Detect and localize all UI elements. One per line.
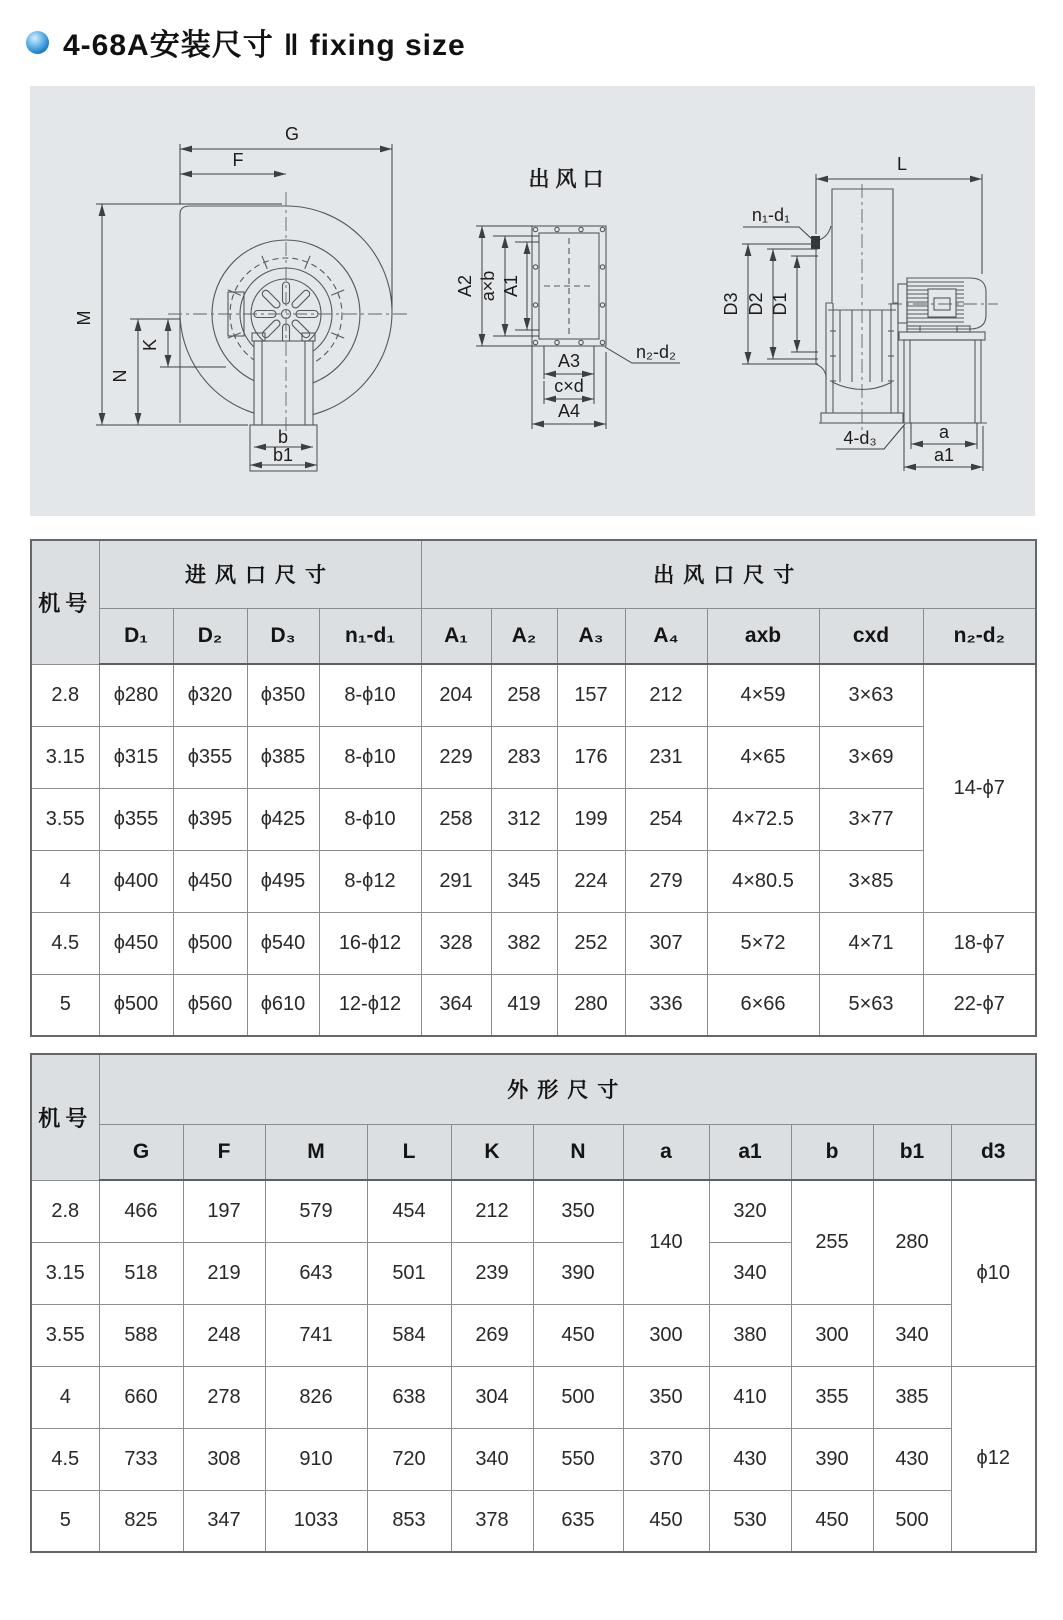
data-cell: 3×69: [819, 726, 923, 788]
data-cell: ϕ425: [247, 788, 319, 850]
data-cell: 219: [183, 1242, 265, 1304]
data-cell: 18-ϕ7: [923, 912, 1036, 974]
data-cell: 320: [709, 1180, 791, 1242]
data-cell: 584: [367, 1304, 451, 1366]
dim-label-cxd: c×d: [554, 376, 584, 396]
header-cell: n₂-d₂: [923, 608, 1036, 664]
data-cell: 643: [265, 1242, 367, 1304]
data-cell: 4.5: [31, 912, 99, 974]
data-cell: 530: [709, 1490, 791, 1552]
data-cell: ϕ450: [173, 850, 247, 912]
data-cell: 328: [421, 912, 491, 974]
header-cell: N: [533, 1124, 623, 1180]
data-cell: 280: [873, 1180, 951, 1304]
data-cell: 2.8: [31, 1180, 99, 1242]
data-cell: 8-ϕ10: [319, 788, 421, 850]
data-cell: 588: [99, 1304, 183, 1366]
header-cell: D₂: [173, 608, 247, 664]
data-cell: ϕ450: [99, 912, 173, 974]
data-cell: 340: [709, 1242, 791, 1304]
data-cell: 176: [557, 726, 625, 788]
data-cell: 910: [265, 1428, 367, 1490]
data-cell: 279: [625, 850, 707, 912]
data-cell: 350: [533, 1180, 623, 1242]
data-cell: 255: [791, 1180, 873, 1304]
header-cell: n₁-d₁: [319, 608, 421, 664]
data-cell: ϕ500: [173, 912, 247, 974]
data-cell: 466: [99, 1180, 183, 1242]
bullet-icon: [26, 31, 49, 54]
dim-label-b1: b1: [272, 445, 294, 465]
outlet-view: [455, 168, 680, 429]
data-cell: 291: [421, 850, 491, 912]
header-cell: d3: [951, 1124, 1036, 1180]
dim-label-D2: D2: [746, 292, 766, 316]
data-cell: ϕ355: [173, 726, 247, 788]
data-cell: ϕ610: [247, 974, 319, 1036]
data-cell: 355: [791, 1366, 873, 1428]
header-cell: A₄: [625, 608, 707, 664]
header-cell: 进风口尺寸: [99, 540, 421, 608]
data-cell: 345: [491, 850, 557, 912]
header-cell: G: [99, 1124, 183, 1180]
data-cell: ϕ10: [951, 1180, 1036, 1366]
header-cell: D₃: [247, 608, 319, 664]
data-cell: ϕ400: [99, 850, 173, 912]
dim-label-a1: a1: [933, 445, 955, 465]
data-cell: 390: [791, 1428, 873, 1490]
header-cell: D₁: [99, 608, 173, 664]
dim-label-4d3: 4-d₃: [843, 428, 877, 448]
data-cell: 300: [791, 1304, 873, 1366]
data-cell: 4×65: [707, 726, 819, 788]
data-cell: 12-ϕ12: [319, 974, 421, 1036]
data-cell: 518: [99, 1242, 183, 1304]
dim-label-G: G: [284, 124, 300, 144]
data-cell: 283: [491, 726, 557, 788]
title-divider: ‖: [283, 29, 300, 62]
title-main: 4-68A安装尺寸: [63, 29, 274, 62]
data-cell: 370: [623, 1428, 709, 1490]
data-cell: 4.5: [31, 1428, 99, 1490]
data-cell: 826: [265, 1366, 367, 1428]
data-cell: 308: [183, 1428, 265, 1490]
data-cell: 430: [709, 1428, 791, 1490]
dim-label-F: F: [232, 150, 244, 170]
data-cell: ϕ315: [99, 726, 173, 788]
data-cell: 14-ϕ7: [923, 664, 1036, 912]
page-header: [26, 20, 1063, 64]
header-cell: cxd: [819, 608, 923, 664]
data-cell: 229: [421, 726, 491, 788]
data-cell: 224: [557, 850, 625, 912]
data-cell: 300: [623, 1304, 709, 1366]
data-cell: 382: [491, 912, 557, 974]
header-cell: 机号: [31, 540, 99, 664]
data-cell: 579: [265, 1180, 367, 1242]
header-cell: a1: [709, 1124, 791, 1180]
data-cell: ϕ355: [99, 788, 173, 850]
data-cell: 638: [367, 1366, 451, 1428]
data-cell: 197: [183, 1180, 265, 1242]
data-cell: 3.15: [31, 726, 99, 788]
data-cell: 307: [625, 912, 707, 974]
data-cell: 1033: [265, 1490, 367, 1552]
data-cell: 720: [367, 1428, 451, 1490]
data-cell: 336: [625, 974, 707, 1036]
data-cell: 258: [491, 664, 557, 726]
dim-label-a: a: [938, 422, 950, 442]
data-cell: ϕ395: [173, 788, 247, 850]
header-cell: 出风口尺寸: [421, 540, 1036, 608]
data-cell: 4: [31, 1366, 99, 1428]
data-cell: 199: [557, 788, 625, 850]
data-cell: ϕ280: [99, 664, 173, 726]
data-cell: 347: [183, 1490, 265, 1552]
data-cell: 3.55: [31, 1304, 99, 1366]
header-cell: M: [265, 1124, 367, 1180]
dim-label-n2d2: n₂-d₂: [636, 342, 676, 362]
dim-label-A2: A2: [455, 274, 475, 298]
data-cell: 4×59: [707, 664, 819, 726]
dim-label-L: L: [896, 154, 908, 174]
data-cell: 390: [533, 1242, 623, 1304]
data-cell: 350: [623, 1366, 709, 1428]
data-cell: 500: [533, 1366, 623, 1428]
dim-label-A1: A1: [501, 274, 521, 298]
data-cell: 4×80.5: [707, 850, 819, 912]
data-cell: 239: [451, 1242, 533, 1304]
data-cell: 340: [873, 1304, 951, 1366]
header-cell: 机号: [31, 1054, 99, 1180]
header-cell: a: [623, 1124, 709, 1180]
data-cell: ϕ320: [173, 664, 247, 726]
data-cell: ϕ560: [173, 974, 247, 1036]
data-cell: 8-ϕ10: [319, 664, 421, 726]
data-cell: 825: [99, 1490, 183, 1552]
data-cell: 16-ϕ12: [319, 912, 421, 974]
technical-drawing: [30, 86, 1035, 516]
dim-label-A3: A3: [557, 351, 581, 371]
header-cell: b: [791, 1124, 873, 1180]
data-cell: 8-ϕ12: [319, 850, 421, 912]
data-cell: 364: [421, 974, 491, 1036]
data-cell: 5×63: [819, 974, 923, 1036]
inlet-outlet-table: [30, 539, 1037, 1037]
data-cell: 231: [625, 726, 707, 788]
header-cell: 外形尺寸: [99, 1054, 1036, 1124]
header-cell: A₂: [491, 608, 557, 664]
data-cell: 252: [557, 912, 625, 974]
dim-label-K: K: [140, 338, 160, 352]
dim-label-D3: D3: [721, 292, 741, 316]
data-cell: ϕ350: [247, 664, 319, 726]
data-cell: 5: [31, 974, 99, 1036]
data-cell: 269: [451, 1304, 533, 1366]
header-cell: K: [451, 1124, 533, 1180]
data-cell: 660: [99, 1366, 183, 1428]
data-cell: 248: [183, 1304, 265, 1366]
data-cell: 635: [533, 1490, 623, 1552]
data-cell: 385: [873, 1366, 951, 1428]
data-cell: 4×71: [819, 912, 923, 974]
header-cell: b1: [873, 1124, 951, 1180]
data-cell: 280: [557, 974, 625, 1036]
data-cell: 378: [451, 1490, 533, 1552]
dim-label-axb: a×b: [478, 270, 498, 302]
data-cell: 6×66: [707, 974, 819, 1036]
data-cell: 5: [31, 1490, 99, 1552]
data-cell: 254: [625, 788, 707, 850]
data-cell: 8-ϕ10: [319, 726, 421, 788]
outlet-title: 出风口: [528, 168, 610, 191]
data-cell: 258: [421, 788, 491, 850]
data-cell: 450: [623, 1490, 709, 1552]
data-cell: 4: [31, 850, 99, 912]
header-cell: L: [367, 1124, 451, 1180]
data-cell: 22-ϕ7: [923, 974, 1036, 1036]
header-cell: A₃: [557, 608, 625, 664]
data-cell: 304: [451, 1366, 533, 1428]
data-cell: ϕ500: [99, 974, 173, 1036]
data-cell: 500: [873, 1490, 951, 1552]
dim-label-N: N: [110, 369, 130, 383]
page-title: [63, 20, 466, 64]
data-cell: 3.15: [31, 1242, 99, 1304]
data-cell: 550: [533, 1428, 623, 1490]
front-view: [74, 124, 408, 471]
data-cell: 140: [623, 1180, 709, 1304]
header-cell: A₁: [421, 608, 491, 664]
data-cell: 157: [557, 664, 625, 726]
data-cell: 853: [367, 1490, 451, 1552]
dim-label-A4: A4: [557, 401, 581, 421]
data-cell: 340: [451, 1428, 533, 1490]
data-cell: 450: [533, 1304, 623, 1366]
data-cell: 450: [791, 1490, 873, 1552]
data-cell: 2.8: [31, 664, 99, 726]
data-cell: 419: [491, 974, 557, 1036]
title-en: fixing size: [309, 29, 466, 62]
data-cell: 212: [625, 664, 707, 726]
header-cell: F: [183, 1124, 265, 1180]
data-cell: 5×72: [707, 912, 819, 974]
data-cell: 3×63: [819, 664, 923, 726]
data-cell: 380: [709, 1304, 791, 1366]
data-cell: ϕ385: [247, 726, 319, 788]
data-cell: ϕ12: [951, 1366, 1036, 1552]
dim-label-n1d1: n₁-d₁: [751, 205, 791, 225]
data-cell: 741: [265, 1304, 367, 1366]
data-cell: 410: [709, 1366, 791, 1428]
data-cell: 312: [491, 788, 557, 850]
data-cell: 454: [367, 1180, 451, 1242]
data-cell: 3×85: [819, 850, 923, 912]
data-cell: 4×72.5: [707, 788, 819, 850]
data-cell: 733: [99, 1428, 183, 1490]
dim-label-M: M: [74, 310, 94, 326]
dim-label-D1: D1: [770, 292, 790, 316]
data-cell: 212: [451, 1180, 533, 1242]
data-cell: 3×77: [819, 788, 923, 850]
data-cell: 430: [873, 1428, 951, 1490]
dim-label-b: b: [277, 427, 289, 447]
side-view: [721, 154, 998, 471]
drawing-panel: [30, 86, 1035, 516]
data-cell: 501: [367, 1242, 451, 1304]
overall-dimensions-table: [30, 1053, 1037, 1553]
data-cell: ϕ495: [247, 850, 319, 912]
data-cell: 204: [421, 664, 491, 726]
header-cell: axb: [707, 608, 819, 664]
data-cell: ϕ540: [247, 912, 319, 974]
data-cell: 3.55: [31, 788, 99, 850]
data-cell: 278: [183, 1366, 265, 1428]
